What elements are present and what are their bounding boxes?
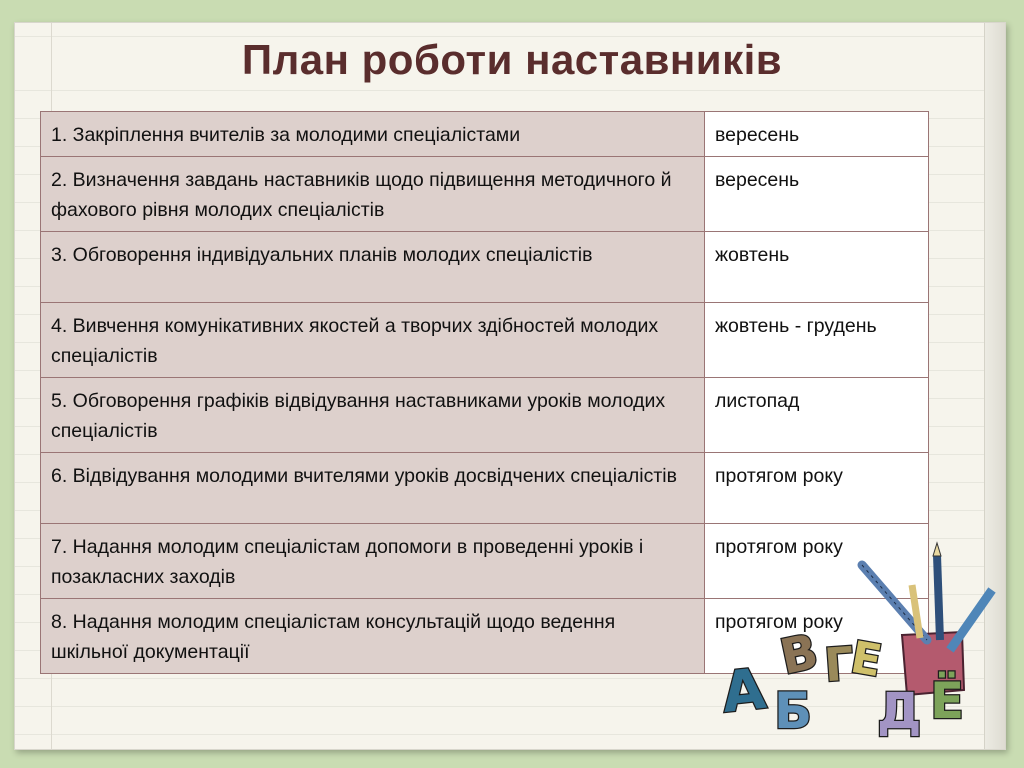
letter-a: А [718, 656, 769, 726]
slide-title: План роботи наставників [241, 36, 783, 83]
pencil-cup-icon [862, 543, 992, 695]
table-row [41, 232, 929, 303]
date-cell: жовтень [705, 232, 929, 303]
task-cell: 8. Надання молодим спеціалістам консультацій щодо ведення шкільної документації [41, 599, 705, 674]
task-cell: 7. Надання молодим спеціалістам допомоги в проведенні уроків і позакласних заходів [41, 524, 705, 599]
date-cell: протягом року [705, 524, 929, 599]
date-cell: протягом року [705, 599, 929, 674]
date-cell: листопад [705, 378, 929, 453]
date-cell: вересень [705, 157, 929, 232]
date-cell: жовтень - грудень [705, 303, 929, 378]
table-row [41, 453, 929, 524]
letter-d: Д [877, 682, 922, 740]
letter-g: Г [822, 636, 856, 693]
table-row [41, 303, 929, 378]
date-cell: вересень [705, 112, 929, 157]
letter-b: Б [774, 682, 813, 740]
task-cell: 5. Обговорення графіків відвідування наставниками уроків молодих спеціалістів [41, 378, 705, 453]
task-cell: 6. Відвідування молодими вчителями уроків досвідчених спеціалістів [41, 453, 705, 524]
table-row [41, 378, 929, 453]
task-cell: 4. Вивчення комунікативних якостей а творчих здібностей молодих спеціалістів [41, 303, 705, 378]
date-cell: протягом року [705, 453, 929, 524]
table-row [41, 157, 929, 232]
letter-v: В [775, 623, 823, 686]
task-cell: 3. Обговорення індивідуальних планів молодих спеціалістів [41, 232, 705, 303]
alphabet-decoration [712, 540, 1002, 750]
task-cell: 2. Визначення завдань наставників щодо підвищення методичного й фахового рівня молодих спеціалістів [41, 157, 705, 232]
letter-yo: Ё [930, 672, 965, 730]
table-row [41, 112, 929, 157]
letter-e: Е [846, 631, 886, 688]
task-cell: 1. Закріплення вчителів за молодими спеціалістами [41, 112, 705, 157]
